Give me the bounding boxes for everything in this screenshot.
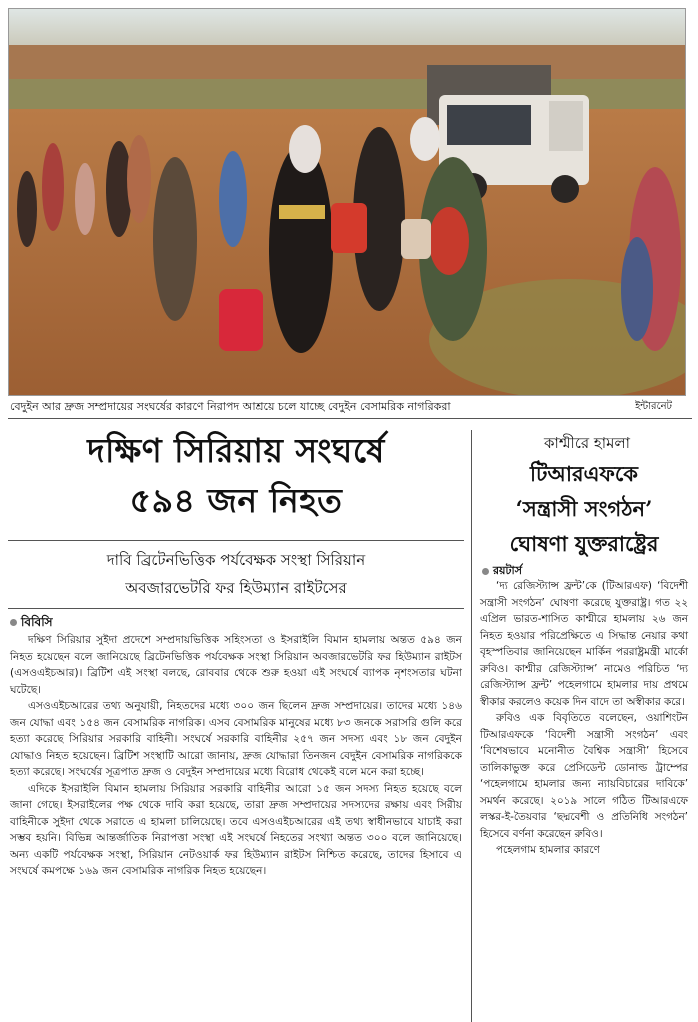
side-body	[480, 578, 688, 859]
subhead-line-2: অবজারভেটরি ফর হিউম্যান রাইটসের	[125, 579, 347, 597]
main-paragraph-1: দক্ষিণ সিরিয়ার সুইদা প্রদেশে সম্প্রদায়ভিত্তিক সহিংসতা ও ইসরাইলি বিমান হামলায় অন্তত ৫৯৪ জন নিহত হয়েছেন বলে জানিয়েছে ব্রিটেনভিত্তিক পর্যবেক্ষক সংস্থা সিরিয়ান অবজারভেটরি ফর হিউম্যান রাইটস (এসওএইচআর)। ব্রিটিশ এই সংস্থা বলছে, রোববার থেকে শুরু হওয়া এই সংঘর্ষে ব্যাপক নৃশংসতার ঘটনা ঘটেছে।	[10, 634, 462, 696]
side-headline-line-1: টিআরএফকে	[530, 461, 638, 486]
side-paragraph-3: পহেলগাম হামলার কারণে	[496, 844, 600, 856]
main-source-label: বিবিসি	[21, 615, 53, 629]
main-body	[10, 632, 462, 880]
main-headline	[16, 426, 456, 526]
photo-caption	[10, 400, 686, 414]
subhead-line-1: দাবি ব্রিটেনভিত্তিক পর্যবেক্ষক সংস্থা সিরিয়ান	[106, 551, 366, 569]
headline-divider	[8, 540, 464, 541]
main-source	[10, 614, 53, 634]
bullet-icon	[10, 619, 17, 626]
caption-divider	[8, 418, 692, 419]
side-source-label: রয়টার্স	[493, 564, 522, 577]
refugees-photo-illustration	[9, 9, 685, 395]
headline-line-1: দক্ষিণ সিরিয়ায় সংঘর্ষে	[87, 431, 385, 470]
main-subhead	[14, 546, 458, 602]
side-kicker: কাশ্মীরে হামলা	[544, 434, 630, 452]
main-paragraph-3: এদিকে ইসরাইলি বিমান হামলায় সিরিয়ার সরকারি বাহিনীর আরো ১৫ জন সদস্য নিহত হয়েছে বলে জানা গেছে। ইসরাইলের পক্ষ থেকে দাবি করা হয়েছে, তারা দ্রুজ সম্প্রদায়ের সদস্যদের রক্ষায় এবং সিরীয় বাহিনীকে সুইদা থেকে সরাতে এ হামলা চালিয়েছে। তবে এসওএইচআরের এই তথ্য স্বাধীনভাবে যাচাই করা সম্ভব হয়নি। বিভিন্ন আন্তর্জাতিক নিরাপত্তা সংস্থা এই সংঘর্ষে নিহতের সংখ্যা অন্তত ৩০০ বলে জানিয়েছে। অন্য একটি পর্যবেক্ষক সংস্থা, সিরিয়ান নেটওয়ার্ক ফর হিউম্যান রাইটস নিশ্চিত করেছে, তাদের হিসাবে এ সংঘর্ষে কমপক্ষে ১৬৯ জন বেসামরিক নাগরিক নিহত হয়েছেন।	[10, 782, 462, 877]
side-paragraph-2: রুবিও এক বিবৃতিতে বলেছেন, ওয়াশিংটন টিআরএফকে ‘বিদেশী সন্ত্রাসী সংগঠন’ এবং ‘বিশেষভাবে মনোনীত বৈশ্বিক সন্ত্রাসী’ হিসেবে তালিকাভুক্ত করে প্রেসিডেন্ট ডোনাল্ড ট্রাম্পের ‘পহেলগামে হামলার জন্য ন্যায়বিচারের দাবিকে’ সমর্থন করেছে। ২০১৯ সালে গঠিত টিআরএফে লস্কর-ই-তৈয়বার ‘ছদ্মবেশী ও প্রতিনিধি সংগঠন’ হিসেবে বর্ণনা করেছেন রুবিও।	[480, 712, 688, 840]
bullet-icon	[482, 568, 489, 575]
caption-text: বেদুইন আর দ্রুজ সম্প্রদায়ের সংঘর্ষের কারণে নিরাপদ আশ্রয়ে চলে যাচ্ছে বেদুইন বেসামরিক নাগরিকরা	[10, 400, 451, 413]
side-headline	[474, 456, 694, 561]
column-divider	[471, 430, 472, 1022]
photo-credit: ইন্টারনেট	[635, 401, 672, 412]
side-headline-line-3: ঘোষণা যুক্তরাষ্ট্রের	[509, 531, 659, 556]
side-headline-line-2: ‘সন্ত্রাসী সংগঠন’	[515, 496, 653, 521]
side-paragraph-1: ‘দ্য রেজিস্ট্যান্স ফ্রন্ট’কে (টিআরএফ) ‘বিদেশী সন্ত্রাসী সংগঠন’ ঘোষণা করেছে যুক্তরাষ্ট্র। গত ২২ এপ্রিল ভারত-শাসিত কাশ্মীরে হামলায় ২৬ জন নিহত হওয়ার পরিপ্রেক্ষিতে এ সিদ্ধান্ত নেয়ার কথা বৃহস্পতিবার জানিয়েছেন মার্কিন পররাষ্ট্রমন্ত্রী মার্কো রুবিও। কাশ্মীর রেজিস্ট্যান্স’ নামেও পরিচিত ‘দ্য রেজিস্ট্যান্স ফ্রন্ট’ পহেলগামে হামলার দায় প্রথমে স্বীকার করলেও কয়েক দিন বাদে তা অস্বীকার করে।	[480, 580, 688, 708]
subhead-divider	[8, 608, 464, 609]
red-bag	[219, 289, 263, 351]
headline-line-2: ৫৯৪ জন নিহত	[129, 481, 343, 520]
main-paragraph-2: এসওএইচআরের তথ্য অনুযায়ী, নিহতদের মধ্যে ৩০০ জন ছিলেন দ্রুজ সম্প্রদায়ের। তাদের মধ্যে ১৪৬ জন যোদ্ধা এবং ১৫৪ জন বেসামরিক নাগরিক। এসব বেসামরিক মানুষের মধ্যে ৮৩ জনকে সরাসরি গুলি করে হত্যা করেছে সিরিয়ার সরকারি বাহিনী। সংঘর্ষে সরকারি বাহিনীর ২৫৭ জন সদস্য এবং ১৮ জন বেদুইন যোদ্ধাও নিহত হয়েছেন। ব্রিটিশ সংস্থাটি আরো জানায়, দ্রুজ যোদ্ধারা তিনজন বেদুইন বেসামরিক নাগরিককে হত্যা করেছে। সংঘর্ষের সূত্রপাত দ্রুজ ও বেদুইন সম্প্রদায়ের মধ্যে বিরোধ থেকেই বলে মনে করা হচ্ছে।	[10, 700, 462, 778]
news-photo	[8, 8, 686, 396]
